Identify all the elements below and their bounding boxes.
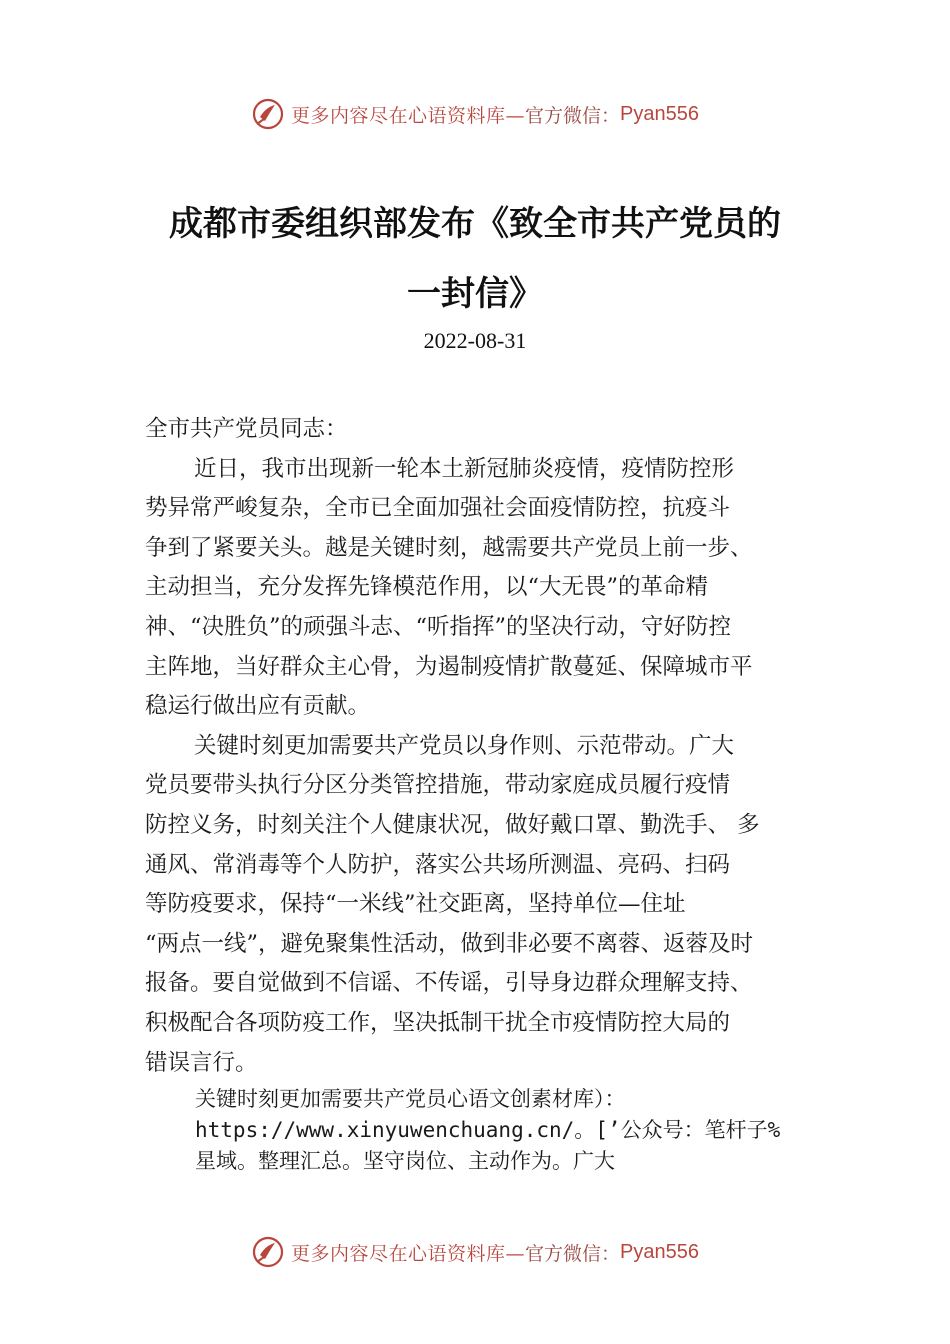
body-line: 党员要带头执行分区分类管控措施，带动家庭成员履行疫情 bbox=[145, 772, 731, 799]
brand-logo-icon bbox=[251, 97, 285, 131]
document-title-line-1: 成都市委组织部发布《致全市共产党员的 bbox=[169, 204, 781, 244]
body-line: 势异常严峻复杂，全市已全面加强社会面疫情防控，抗疫斗 bbox=[145, 495, 731, 522]
wechat-label: 官方微信： bbox=[525, 1242, 621, 1265]
letter-body bbox=[145, 410, 825, 1083]
body-line: 错误言行。 bbox=[145, 1049, 258, 1076]
wechat-id: Pyan556 bbox=[620, 1240, 699, 1263]
tail-block bbox=[195, 1084, 835, 1177]
body-line: 主阵地，当好群众主心骨，为遏制疫情扩散蔓延、保障城市平 bbox=[145, 653, 753, 680]
tail-line: 关键时刻更加需要共产党员心语文创素材库）： bbox=[195, 1087, 626, 1111]
publish-date: 2022-08-31 bbox=[423, 328, 527, 353]
document-title-line-2: 一封信》 bbox=[407, 274, 543, 314]
body-line: 神、“决胜负”的顽强斗志、“听指挥”的坚决行动，守好防控 bbox=[145, 613, 732, 640]
body-line: 主动担当，充分发挥先锋模范作用，以“大无畏”的革命精 bbox=[145, 574, 709, 601]
wechat-label: 官方微信： bbox=[525, 104, 621, 127]
wechat-id: Pyan556 bbox=[620, 102, 699, 125]
body-line: 稳运行做出应有贡献。 bbox=[145, 693, 371, 720]
body-line: 报备。要自觉做到不信谣、不传谣，引导身边群众理解支持、 bbox=[145, 970, 753, 997]
body-line: 争到了紧要关头。越是关键时刻，越需要共产党员上前一步、 bbox=[145, 534, 753, 561]
footer-banner bbox=[0, 1232, 950, 1272]
body-line: 通风、常消毒等个人防护，落实公共场所测温、亮码、扫码 bbox=[145, 851, 731, 878]
body-line: 近日，我市出现新一轮本土新冠肺炎疫情，疫情防控形 bbox=[194, 455, 735, 482]
brand-text: 更多内容尽在心语资料库— bbox=[291, 104, 526, 127]
brand-text: 更多内容尽在心语资料库— bbox=[291, 1242, 526, 1265]
body-line: “两点一线”，避免聚集性活动，做到非必要不离蓉、返蓉及时 bbox=[145, 930, 754, 957]
brand-logo-icon bbox=[251, 1235, 285, 1269]
salutation: 全市共产党员同志： bbox=[145, 416, 348, 442]
body-line: 积极配合各项防疫工作，坚决抵制干扰全市疫情防控大局的 bbox=[145, 1009, 731, 1036]
tail-line-url: https://www.xinyuwenchuang.cn/。[’公众号：笔杆子% bbox=[195, 1118, 781, 1142]
body-line: 防控义务，时刻关注个人健康状况，做好戴口罩、勤洗手、 多 bbox=[145, 811, 760, 838]
body-line: 等防疫要求，保持“一米线”社交距离，坚持单位—住址 bbox=[145, 891, 686, 918]
header-banner bbox=[0, 94, 950, 134]
tail-line: 星域。整理汇总。坚守岗位、主动作为。广大 bbox=[195, 1149, 615, 1173]
body-line: 关键时刻更加需要共产党员以身作则、示范带动。广大 bbox=[194, 732, 735, 759]
